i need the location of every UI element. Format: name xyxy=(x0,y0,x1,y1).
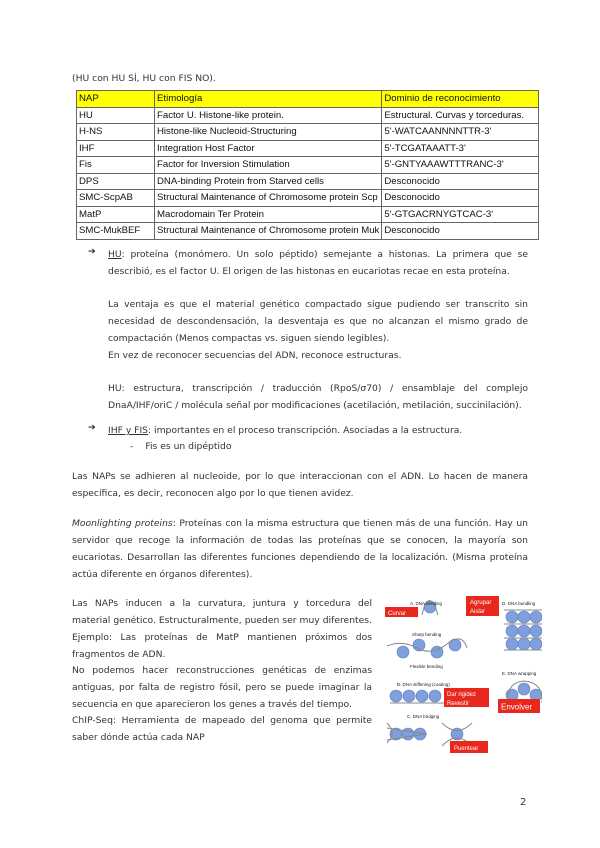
protein-circle xyxy=(390,690,402,702)
table-cell: Desconocido xyxy=(382,173,539,190)
header-cell: Etimología xyxy=(155,91,382,108)
protein-circle xyxy=(506,638,518,650)
label-dna-bridging: C. DNA bridging xyxy=(407,714,440,719)
protein-circle xyxy=(530,611,542,623)
tag-curvar: Curvar xyxy=(388,611,407,617)
table-cell: Structural Maintenance of Chromosome protein Scp xyxy=(155,190,382,207)
protein-circle xyxy=(518,611,530,623)
protein-circle xyxy=(429,690,441,702)
table-cell: DNA-binding Protein from Starved cells xyxy=(155,173,382,190)
reconstruction-paragraph: No podemos hacer reconstrucciones genéticas de enzimas antiguas, por falta de registro fósil, pero se puede imaginar la secuencia en que aparecieron los genes a través del tiempo. xyxy=(72,665,372,710)
table-cell: IHF xyxy=(77,140,155,157)
label-dna-stiffening: B. DNA stiffening (coating) xyxy=(397,682,450,687)
table-cell: DPS xyxy=(77,173,155,190)
label-flexible-bending: Flexible bending xyxy=(410,664,443,669)
protein-circle xyxy=(403,690,415,702)
label-dna-wrapping: E. DNA wrapping xyxy=(502,671,537,676)
tag-puentear: Puentear xyxy=(454,746,479,752)
hu-paragraph xyxy=(108,246,528,280)
tag-envolver: Envolver xyxy=(501,702,533,712)
table-cell: 5'-GNTYAAAWTTTRANC-3' xyxy=(382,157,539,174)
table-cell: H-NS xyxy=(77,124,155,141)
table-cell: Histone-like Nucleoid-Structuring xyxy=(155,124,382,141)
moonlighting-paragraph xyxy=(72,515,528,583)
table-cell: Fis xyxy=(77,157,155,174)
table-row xyxy=(77,173,539,190)
page-number: 2 xyxy=(520,797,527,808)
label-dna-bundling: D. DNA bundling xyxy=(502,601,536,606)
table-cell: 5'-GTGACRNYGTCAC-3' xyxy=(382,206,539,223)
protein-circle xyxy=(518,638,530,650)
table-cell: Desconocido xyxy=(382,190,539,207)
moon-text: : Proteínas con la misma estructura que tienen más de una función. Hay un servidor que recoge la información de todas las proteínas que se conocen, la mayoría son eucariotas. Desarrollan las diferentes funciones dependiendo de la localización. (Misma proteína actúa diferente en órganos diferentes). xyxy=(72,518,528,580)
hu-p2: La ventaja es que el material genético compactado sigue pudiendo ser transcrito sin necesidad de descondensación, la desventaja es que no alcanzan el mismo grado de compactación (Menos compactas vs. siguen siendo legibles). xyxy=(108,299,528,344)
table-cell: Macrodomain Ter Protein xyxy=(155,206,382,223)
table-row xyxy=(77,107,539,124)
chipseq-paragraph: ChIP-Seq: Herramienta de mapeado del genoma que permite saber dónde actúa cada NAP xyxy=(72,715,372,743)
protein-circle xyxy=(506,625,518,637)
table-cell: 5'-WATCAANNNNTTR-3' xyxy=(382,124,539,141)
ihf-sub-text: Fis es un dipéptido xyxy=(145,441,232,452)
table-row xyxy=(77,140,539,157)
table-cell: SMC-MukBEF xyxy=(77,223,155,240)
hu-text: : proteína (monómero. Un solo péptido) semejante a histonas. La primera que se describió, es el factor U. El origen de las histonas en eucariotas recae en esta proteína. xyxy=(108,249,528,277)
moon-term: Moonlighting proteins xyxy=(72,518,173,529)
table-cell: Desconocido xyxy=(382,223,539,240)
protein-circle xyxy=(518,683,530,695)
nap-functions-figure xyxy=(382,588,542,773)
arrow-bullet-icon: ➔ xyxy=(88,246,96,257)
ihf-text: : importantes en el proceso transcripción. Asociadas a la estructura. xyxy=(148,425,463,436)
naps-paragraph: Las NAPs se adhieren al nucleoide, por lo que interaccionan con el ADN. Lo hacen de manera específica, es decir, reconocen algo por lo que tienen avidez. xyxy=(72,471,528,499)
table-row xyxy=(77,190,539,207)
hu-p4: HU: estructura, transcripción / traducción (RpoS/σ70) / ensamblaje del complejo DnaA/IHF/oriC / molécula señal por modificaciones (acetilación, metilación, succinilación). xyxy=(108,383,528,411)
ihf-sub: - Fis es un dipéptido xyxy=(130,441,232,452)
intro-text: (HU con HU SÍ, HU con FIS NO). xyxy=(72,73,216,84)
table-row xyxy=(77,157,539,174)
table-cell: Factor for Inversion Stimulation xyxy=(155,157,382,174)
table-row xyxy=(77,223,539,240)
table-cell: MatP xyxy=(77,206,155,223)
table-row xyxy=(77,124,539,141)
label-sharp-bending: Sharp bending xyxy=(412,632,442,637)
table-cell: Estructural. Curvas y torceduras. xyxy=(382,107,539,124)
table-cell: Factor U. Histone-like protein. xyxy=(155,107,382,124)
tag-rigidez: Dar rigidez xyxy=(447,692,477,698)
table-cell: Structural Maintenance of Chromosome protein Muk xyxy=(155,223,382,240)
header-cell: Dominio de reconocimiento xyxy=(382,91,539,108)
table-cell: 5'-TCGATAAATT-3' xyxy=(382,140,539,157)
tag-agrupar: Agrupar xyxy=(470,600,492,606)
protein-circle xyxy=(506,611,518,623)
ihf-term: IHF y FIS xyxy=(108,425,149,436)
table-header-row xyxy=(77,91,539,108)
tag-aislar: Aislar xyxy=(470,609,486,615)
hu-p3: En vez de reconocer secuencias del ADN, reconoce estructuras. xyxy=(108,350,402,361)
curvature-paragraph: Las NAPs inducen a la curvatura, juntura y torcedura del material genético. Estructuralmente, pueden ser muy diferentes. Ejemplo: Las proteínas de MatP mantienen próximos dos fragmentos de ADN. xyxy=(72,598,372,660)
hu-term: HU xyxy=(108,249,122,260)
protein-circle xyxy=(402,728,414,740)
protein-circle xyxy=(518,625,530,637)
tag-revestir: Revestir xyxy=(447,701,470,707)
table-cell: Integration Host Factor xyxy=(155,140,382,157)
table-row xyxy=(77,206,539,223)
protein-circle xyxy=(416,690,428,702)
protein-circle xyxy=(530,638,542,650)
ihf-paragraph xyxy=(108,422,528,439)
arrow-bullet-icon: ➔ xyxy=(88,422,96,433)
table-cell: SMC-ScpAB xyxy=(77,190,155,207)
label-dna-bending: A. DNA bending xyxy=(410,601,443,606)
header-cell: NAP xyxy=(77,91,155,108)
protein-circle xyxy=(530,625,542,637)
table-cell: HU xyxy=(77,107,155,124)
protein-circle xyxy=(397,646,409,658)
nap-table xyxy=(76,90,539,240)
